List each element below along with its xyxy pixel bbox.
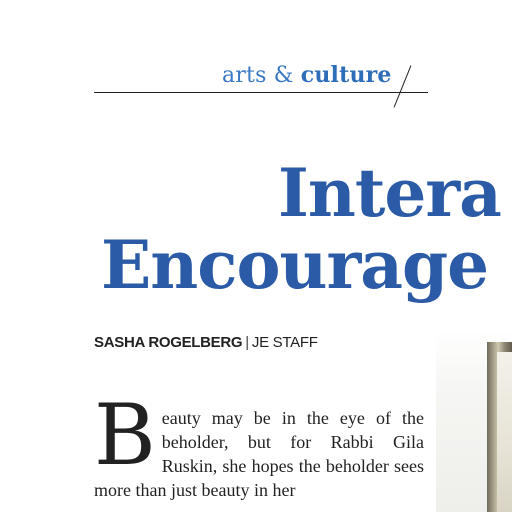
section-emphasis: culture — [300, 62, 392, 88]
section-header — [222, 62, 392, 88]
section-prefix: arts & — [222, 63, 301, 88]
headline-line-1: Intera — [278, 154, 501, 232]
article-body — [94, 386, 424, 502]
headline-line-2: Encourage — [101, 226, 489, 304]
drop-cap: B — [94, 386, 156, 484]
photo-frame-canvas — [497, 352, 512, 512]
article-body-text: eauty may be in the eye of the beholder, but for Rabbi Gila Ruskin, she hopes the beholder sees more than just beauty in her — [94, 408, 424, 500]
byline-separator: | — [245, 334, 249, 351]
byline-author: SASHA ROGELBERG — [94, 334, 243, 351]
byline — [94, 334, 318, 351]
section-slash-divider — [394, 65, 412, 107]
section-rule — [94, 92, 428, 93]
byline-role: JE STAFF — [251, 334, 318, 351]
